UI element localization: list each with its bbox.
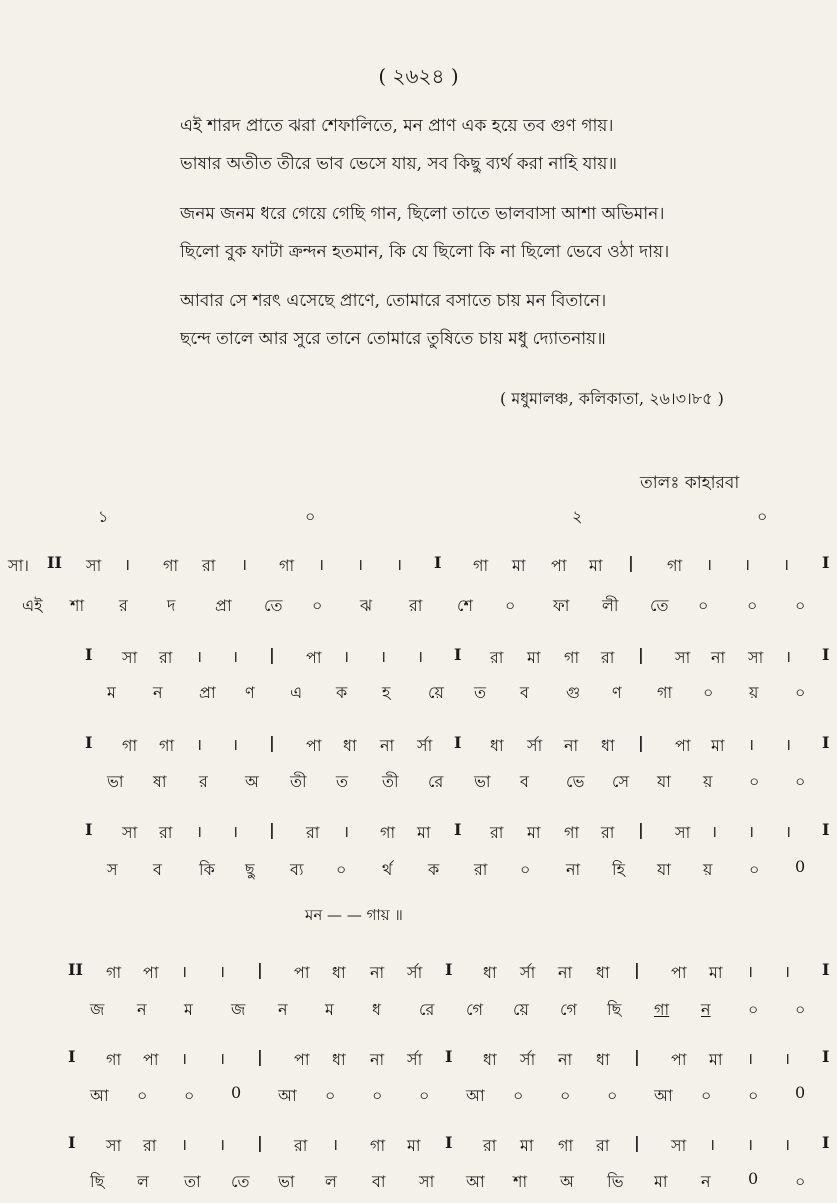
- notation-note: ।: [785, 735, 792, 754]
- notation-syllable: ব: [520, 772, 529, 791]
- notation-note: ধা: [343, 736, 357, 755]
- notation-syllable: ক: [428, 860, 440, 879]
- notation-note: |: [638, 820, 644, 839]
- notation-note: ।: [196, 822, 203, 841]
- notation-note: সা: [671, 1136, 687, 1155]
- notation-note: ধা: [596, 963, 610, 982]
- notation-syllable: ০: [748, 1086, 759, 1105]
- notation-note: I: [454, 733, 462, 752]
- notation-note: র্সা: [407, 1050, 423, 1069]
- notation-syllable: ন: [701, 1172, 711, 1191]
- notation-syllable: 0: [748, 1169, 759, 1188]
- notation-syllable: ছি: [90, 1172, 105, 1191]
- notation-syllable: ০: [795, 772, 806, 791]
- notation-note: গা: [106, 1050, 122, 1069]
- notation-syllable: প্রা: [215, 596, 232, 615]
- notation-syllable: ভে: [566, 772, 585, 791]
- notation-syllable: আ: [466, 1086, 485, 1105]
- notation-note: সা।: [8, 556, 29, 575]
- notation-note: পা: [143, 1050, 159, 1069]
- notation-note: গা: [564, 823, 580, 842]
- notation-syllable: ল: [137, 1172, 149, 1191]
- notation-note: I: [85, 645, 93, 664]
- notation-note: পা: [306, 648, 322, 667]
- notation-note: ।: [219, 962, 226, 981]
- notation-note: ।: [332, 1135, 339, 1154]
- notation-note: রা: [483, 1136, 497, 1155]
- notation-syllable: রে: [428, 772, 444, 791]
- notation-note: ধা: [483, 963, 497, 982]
- notation-syllable: ণ: [245, 683, 255, 702]
- notation-note: গা: [380, 823, 396, 842]
- notation-syllable: ভা: [278, 1172, 295, 1191]
- notation-syllable: শা: [70, 596, 85, 615]
- notation-note: ।: [232, 735, 239, 754]
- beat-mark-4: ০: [757, 507, 768, 526]
- notation-syllable: য়: [703, 772, 713, 791]
- notation-syllable: ম: [325, 1000, 334, 1019]
- notation-note: ।: [357, 555, 364, 574]
- notation-syllable: র: [119, 596, 128, 615]
- notation-note: ধা: [490, 736, 504, 755]
- notation-syllable: ০: [795, 683, 806, 702]
- notation-note: I: [445, 1047, 453, 1066]
- notation-syllable: য়ে: [513, 1000, 529, 1019]
- notation-syllable: ষা: [153, 772, 167, 791]
- notation-note: II: [68, 960, 83, 979]
- notation-note: র্সা: [407, 963, 423, 982]
- notation-syllable: ম: [107, 683, 116, 702]
- notation-syllable: ০: [703, 683, 714, 702]
- notation-syllable: ভি: [607, 1172, 624, 1191]
- notation-syllable: 0: [795, 1083, 806, 1102]
- notation-note: |: [257, 1047, 263, 1066]
- lyric-line-4: ছিলো বুক ফাটা ক্রন্দন হতমান, কি যে ছিলো কি না ছিলো ভেবে ওঠা দায়।: [180, 242, 670, 262]
- notation-note: II: [47, 553, 62, 572]
- notation-note: I: [85, 820, 93, 839]
- notation-syllable: তী: [382, 772, 399, 791]
- notation-syllable: আ: [278, 1086, 297, 1105]
- notation-note: |: [269, 645, 275, 664]
- notation-note: I: [822, 960, 830, 979]
- notation-syllable: ল: [325, 1172, 337, 1191]
- notation-syllable: গা: [657, 683, 673, 702]
- song-number: ( ২৬২৪ ): [378, 64, 459, 88]
- notation-syllable: ০: [372, 1086, 383, 1105]
- notation-syllable: হ: [382, 683, 391, 702]
- notation-syllable: স: [107, 860, 118, 879]
- notation-note: পা: [294, 963, 310, 982]
- beat-mark-1: ১: [98, 507, 109, 526]
- notation-syllable: ০: [325, 1086, 336, 1105]
- notation-note: ধা: [601, 736, 615, 755]
- lyric-line-2: ভাষার অতীত তীরে ভাব ভেসে যায়, সব কিছু ব্যর্থ করা নাহি যায়॥: [180, 154, 617, 174]
- lyric-line-5: আবার সে শরৎ এসেছে প্রাণে, তোমারে বসাতে চায় মন বিতানে।: [180, 291, 607, 311]
- notation-syllable: গা: [654, 1000, 670, 1019]
- notation-syllable: রা: [474, 860, 488, 879]
- notation-syllable: তে: [264, 596, 283, 615]
- notation-note: ।: [706, 555, 713, 574]
- notation-note: |: [257, 1133, 263, 1152]
- notation-syllable: ০: [701, 1086, 712, 1105]
- notation-syllable: জ: [231, 1000, 246, 1019]
- notation-note: সা: [675, 648, 691, 667]
- notation-note: মা: [520, 1136, 534, 1155]
- notation-note: গা: [473, 556, 489, 575]
- notation-note: সা: [675, 823, 691, 842]
- notation-note: ।: [219, 1135, 226, 1154]
- notation-syllable: য়ে: [428, 683, 444, 702]
- notation-syllable: হি: [612, 860, 625, 879]
- notation-note: গা: [558, 1136, 574, 1155]
- notation-syllable: ০: [795, 1000, 806, 1019]
- notation-note: ধা: [332, 963, 346, 982]
- notation-note: রা: [490, 823, 504, 842]
- notation-note: |: [634, 960, 640, 979]
- notation-note: ।: [343, 822, 350, 841]
- notation-syllable: যা: [657, 860, 671, 879]
- lyric-line-6: ছন্দে তালে আর সুরে তানে তোমারে তুষিতে চায় মধু দ্যোতনায়॥: [180, 329, 606, 349]
- notation-syllable: তা: [184, 1172, 201, 1191]
- notation-syllable: ব: [520, 683, 529, 702]
- notation-note: I: [454, 645, 462, 664]
- refrain-line: মন — — গায় ॥: [305, 906, 403, 924]
- notation-syllable: ছি: [607, 1000, 622, 1019]
- notation-note: রা: [601, 823, 615, 842]
- notation-note: রা: [596, 1136, 610, 1155]
- notation-note: ।: [784, 1049, 791, 1068]
- notation-note: ।: [747, 1049, 754, 1068]
- notation-syllable: গু: [566, 683, 581, 702]
- notation-note: পা: [551, 556, 567, 575]
- notation-syllable: ব: [153, 860, 162, 879]
- notation-note: I: [822, 1047, 830, 1066]
- notation-note: মা: [709, 963, 723, 982]
- notation-syllable: অ: [560, 1172, 574, 1191]
- notation-syllable: ন: [153, 683, 163, 702]
- notation-syllable: দ: [167, 596, 176, 615]
- notation-note: ।: [785, 822, 792, 841]
- notation-note: I: [822, 733, 830, 752]
- notation-syllable: প্রা: [199, 683, 216, 702]
- notation-syllable: ০: [137, 1086, 148, 1105]
- notation-note: রা: [159, 648, 173, 667]
- notation-syllable: না: [566, 860, 581, 879]
- notation-syllable: ০: [749, 772, 760, 791]
- notation-note: সা: [122, 823, 138, 842]
- notation-note: ।: [380, 647, 387, 666]
- notation-syllable: তী: [290, 772, 307, 791]
- notation-note: মা: [527, 823, 541, 842]
- notation-note: I: [822, 820, 830, 839]
- notation-syllable: ০: [749, 860, 760, 879]
- notation-note: |: [628, 553, 634, 572]
- notation-note: |: [269, 733, 275, 752]
- notation-note: |: [638, 645, 644, 664]
- notation-syllable: ০: [184, 1086, 195, 1105]
- notation-note: ।: [783, 555, 790, 574]
- notation-syllable: ০: [419, 1086, 430, 1105]
- notation-syllable: ণ: [612, 683, 622, 702]
- notation-note: রা: [294, 1136, 308, 1155]
- notation-note: ।: [219, 1049, 226, 1068]
- notation-syllable: ভা: [107, 772, 124, 791]
- notation-note: না: [711, 648, 726, 667]
- notation-note: না: [558, 1050, 573, 1069]
- notation-note: সা: [122, 648, 138, 667]
- notation-note: গা: [667, 556, 683, 575]
- notation-syllable: ন: [278, 1000, 288, 1019]
- notation-syllable: আ: [466, 1172, 485, 1191]
- notation-note: ।: [124, 555, 131, 574]
- notation-note: I: [445, 1133, 453, 1152]
- notation-note: I: [68, 1133, 76, 1152]
- notation-syllable: অ: [245, 772, 259, 791]
- notation-note: র্সা: [520, 963, 536, 982]
- notation-note: মা: [512, 556, 526, 575]
- notation-syllable: ম: [184, 1000, 193, 1019]
- notation-note: ।: [747, 1135, 754, 1154]
- notation-note: |: [634, 1133, 640, 1152]
- notation-note: I: [85, 733, 93, 752]
- notation-note: না: [558, 963, 573, 982]
- beat-mark-2: ০: [305, 507, 316, 526]
- notation-syllable: ০: [795, 596, 806, 615]
- notation-note: পা: [671, 1050, 687, 1069]
- notation-syllable: ০: [560, 1086, 571, 1105]
- notation-syllable: ঝ: [360, 596, 373, 615]
- notation-syllable: ন: [137, 1000, 147, 1019]
- notation-note: ।: [396, 555, 403, 574]
- notation-syllable: ০: [607, 1086, 618, 1105]
- notation-note: রা: [601, 648, 615, 667]
- notation-note: I: [822, 553, 830, 572]
- notation-note: ।: [747, 962, 754, 981]
- notation-syllable: ০: [312, 596, 323, 615]
- notation-note: গা: [279, 556, 295, 575]
- notation-note: ধা: [332, 1050, 346, 1069]
- notation-note: না: [370, 963, 385, 982]
- lyric-line-1: এই শারদ প্রাতে ঝরা শেফালিতে, মন প্রাণ এক হয়ে তব গুণ গায়।: [180, 116, 614, 136]
- notation-note: রা: [490, 648, 504, 667]
- notation-note: ।: [748, 735, 755, 754]
- notation-note: মা: [589, 556, 603, 575]
- notation-note: ।: [748, 822, 755, 841]
- notation-syllable: ০: [336, 860, 347, 879]
- notation-syllable: ক: [336, 683, 348, 702]
- notation-note: মা: [407, 1136, 421, 1155]
- notation-note: রা: [159, 823, 173, 842]
- notation-note: মা: [417, 823, 431, 842]
- notation-note: |: [634, 1047, 640, 1066]
- notation-syllable: র্থ: [382, 860, 393, 879]
- notation-syllable: কি: [199, 860, 215, 879]
- notation-note: গা: [370, 1136, 386, 1155]
- notation-note: র্সা: [520, 1050, 536, 1069]
- notation-note: ।: [181, 962, 188, 981]
- notation-syllable: এই: [22, 596, 43, 615]
- notation-note: ।: [343, 647, 350, 666]
- notation-syllable: জ: [90, 1000, 105, 1019]
- notation-note: I: [454, 820, 462, 839]
- notation-note: রা: [143, 1136, 157, 1155]
- notation-note: পা: [294, 1050, 310, 1069]
- notation-note: ।: [709, 1135, 716, 1154]
- notation-syllable: শা: [513, 1172, 528, 1191]
- notation-syllable: শে: [457, 596, 473, 615]
- notation-note: গা: [163, 556, 179, 575]
- notation-syllable: এ: [290, 683, 303, 702]
- notation-note: ।: [196, 735, 203, 754]
- notation-note: ।: [785, 647, 792, 666]
- notation-note: মা: [711, 736, 725, 755]
- notation-note: ।: [232, 647, 239, 666]
- notation-note: গা: [122, 736, 138, 755]
- notation-syllable: ০: [520, 860, 531, 879]
- notation-note: পা: [306, 736, 322, 755]
- beat-mark-3: ২: [572, 507, 583, 526]
- notation-note: মা: [527, 648, 541, 667]
- notation-syllable: তে: [650, 596, 669, 615]
- notation-syllable: ছু: [245, 860, 255, 879]
- notation-note: I: [68, 1047, 76, 1066]
- notation-syllable: আ: [654, 1086, 673, 1105]
- notation-note: পা: [143, 963, 159, 982]
- notation-note: গা: [106, 963, 122, 982]
- notation-note: না: [564, 736, 579, 755]
- notation-note: |: [638, 733, 644, 752]
- notation-note: র্সা: [527, 736, 543, 755]
- notation-syllable: আ: [90, 1086, 109, 1105]
- notation-note: ।: [318, 555, 325, 574]
- notation-note: না: [380, 736, 395, 755]
- notation-syllable: 0: [795, 857, 806, 876]
- notation-note: না: [370, 1050, 385, 1069]
- notation-syllable: ০: [795, 1172, 806, 1191]
- notation-note: ।: [181, 1049, 188, 1068]
- notation-note: I: [822, 645, 830, 664]
- notation-syllable: য়: [749, 683, 759, 702]
- notation-note: I: [434, 553, 442, 572]
- notation-syllable: গে: [560, 1000, 577, 1019]
- notation-note: ।: [784, 962, 791, 981]
- notation-note: গা: [564, 648, 580, 667]
- notation-syllable: ভা: [474, 772, 491, 791]
- notation-syllable: ০: [748, 1000, 759, 1019]
- notation-note: ।: [196, 647, 203, 666]
- notation-note: ।: [711, 822, 718, 841]
- notation-syllable: মা: [654, 1172, 668, 1191]
- notation-syllable: সে: [612, 772, 630, 791]
- notation-note: মা: [709, 1050, 723, 1069]
- notation-note: ধা: [483, 1050, 497, 1069]
- notation-syllable: ফা: [553, 596, 570, 615]
- notation-note: পা: [671, 963, 687, 982]
- notation-note: ।: [417, 647, 424, 666]
- notation-note: I: [822, 1133, 830, 1152]
- notation-note: পা: [675, 736, 691, 755]
- notation-syllable: র: [199, 772, 208, 791]
- notation-syllable: যা: [657, 772, 671, 791]
- notation-syllable: ব্য: [290, 860, 304, 879]
- notation-syllable: লী: [602, 596, 619, 615]
- notation-note: ।: [181, 1135, 188, 1154]
- notation-note: সা: [86, 556, 102, 575]
- notation-note: গা: [159, 736, 175, 755]
- notation-syllable: বা: [372, 1172, 386, 1191]
- notation-syllable: রা: [409, 596, 423, 615]
- notation-syllable: ত: [474, 683, 487, 702]
- notation-syllable: রে: [419, 1000, 435, 1019]
- source-citation: ( মধুমালঞ্চ, কলিকাতা, ২৬।৩।৮৫ ): [500, 389, 724, 408]
- notation-note: ।: [232, 822, 239, 841]
- lyric-line-3: জনম জনম ধরে গেয়ে গেছি গান, ছিলো তাতে ভালবাসা আশা অভিমান।: [180, 204, 665, 224]
- notation-note: ধা: [596, 1050, 610, 1069]
- notation-syllable: ০: [747, 596, 758, 615]
- notation-syllable: য়: [703, 860, 713, 879]
- notation-note: র্সা: [417, 736, 433, 755]
- notation-note: ।: [784, 1135, 791, 1154]
- notation-syllable: 0: [231, 1083, 242, 1102]
- notation-note: রা: [202, 556, 216, 575]
- notation-syllable: ০: [698, 596, 709, 615]
- taal-label: তালঃ কাহারবা: [640, 473, 740, 493]
- notation-note: |: [257, 960, 263, 979]
- notation-syllable: ০: [505, 596, 516, 615]
- notation-note: ।: [744, 555, 751, 574]
- notation-syllable: ন: [701, 1000, 711, 1019]
- notation-syllable: ধ: [372, 1000, 381, 1019]
- notation-syllable: গে: [466, 1000, 483, 1019]
- notation-syllable: তে: [231, 1172, 250, 1191]
- notation-note: সা: [106, 1136, 122, 1155]
- notation-note: সা: [748, 648, 764, 667]
- notation-note: রা: [306, 823, 320, 842]
- notation-syllable: সা: [419, 1172, 435, 1191]
- notation-note: ।: [241, 555, 248, 574]
- notation-syllable: ০: [513, 1086, 524, 1105]
- notation-syllable: ত: [336, 772, 349, 791]
- notation-note: |: [269, 820, 275, 839]
- notation-note: I: [445, 960, 453, 979]
